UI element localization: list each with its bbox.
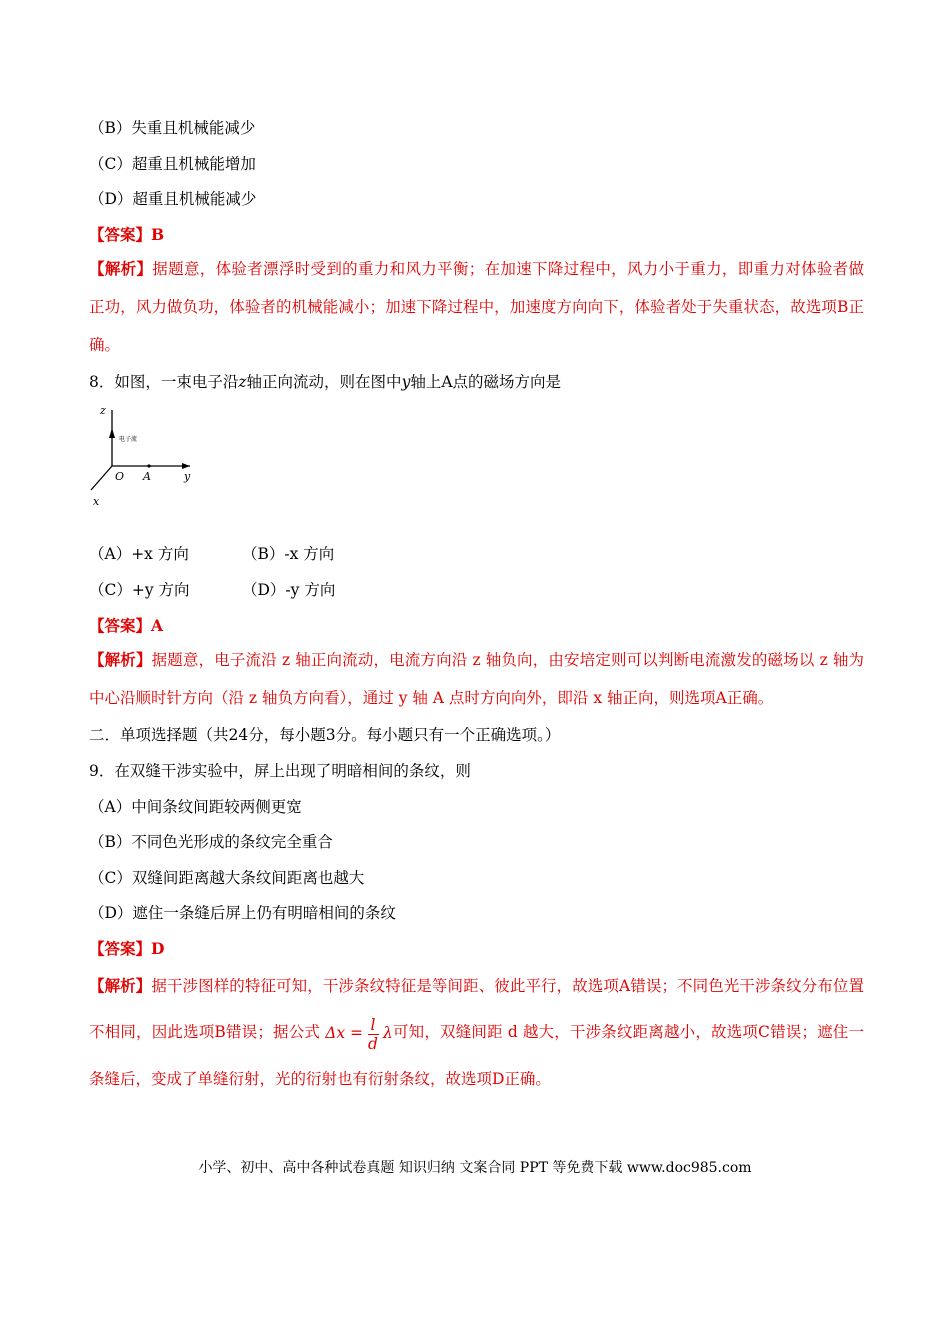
q8-option-b: （B）-x 方向	[242, 545, 335, 563]
q7-analysis-label: 【解析】	[89, 259, 153, 278]
q7-option-c: （C）超重且机械能增加	[89, 155, 256, 173]
q8-option-a: （A）+x 方向	[89, 545, 189, 563]
q9-analysis-text-2: 可知，双缝间距 d 越大，干涉条纹距离越小，故选项C错误；遮住一条缝后，变成了单缝衍射，光的衍射也有衍射条纹，故选项D正确。	[89, 1023, 864, 1088]
q9-answer: 【答案】D	[89, 939, 165, 958]
q9-option-b: （B）不同色光形成的条纹完全重合	[89, 833, 333, 851]
z-label: z	[100, 404, 106, 417]
q8-analysis-text: 据题意，电子流沿 z 轴正向流动，电流方向沿 z 轴负向，由安培定则可以判断电流激发的磁场以 z 轴为中心沿顺时针方向（沿 z 轴负方向看），通过 y 轴 A 点时方向向外，即沿 x 轴正向，则选项A正确。	[89, 651, 864, 707]
q7-option-d: （D）超重且机械能减少	[89, 190, 257, 208]
page-footer: 小学、初中、高中各种试卷真题 知识归纳 文案合同 PPT 等免费下载 www.doc985.com	[198, 1160, 752, 1176]
q8-option-d: （D）-y 方向	[242, 581, 336, 599]
current-arrow	[109, 428, 115, 438]
q9-analysis-label: 【解析】	[89, 976, 152, 995]
y-label: y	[184, 470, 191, 483]
y-axis-arrow	[182, 463, 190, 469]
origin-label: O	[115, 470, 125, 483]
q8-answer: 【答案】A	[89, 616, 164, 635]
q8-option-c: （C）+y 方向	[89, 581, 190, 599]
x-label: x	[93, 495, 100, 508]
q7-analysis-text: 据题意，体验者漂浮时受到的重力和风力平衡；在加速下降过程中，风力小于重力，即重力对体验者做正功，风力做负功，体验者的机械能减小；加速下降过程中，加速度方向向下，体验者处于失重状态，故选项B正确。	[89, 260, 864, 354]
q9-stem: 9．在双缝干涉实验中，屏上出现了明暗相间的条纹，则	[89, 762, 471, 780]
q7-answer: 【答案】B	[89, 225, 165, 244]
q9-option-a: （A）中间条纹间距较两侧更宽	[89, 798, 302, 816]
q7-option-b: （B）失重且机械能减少	[89, 119, 256, 137]
q8-analysis	[89, 641, 864, 717]
interference-formula: Δx = $\frac{l}{d}$ λ	[325, 1015, 393, 1053]
section-heading: 二．单项选择题（共24分，每小题3分。每小题只有一个正确选项。）	[89, 726, 561, 744]
q9-analysis	[89, 963, 864, 1102]
point-a	[147, 464, 150, 467]
q9-analysis-text-1: 据干涉图样的特征可知，干涉条纹特征是等间距、彼此平行，故选项A错误；不同色光干涉条纹分布位置不相同，因此选项B错误；据公式	[89, 977, 864, 1041]
coordinate-figure	[85, 400, 205, 510]
q9-option-d: （D）遮住一条缝后屏上仍有明暗相间的条纹	[89, 904, 396, 922]
q9-option-c: （C）双缝间距离越大条纹间距离也越大	[89, 869, 365, 887]
q8-analysis-label: 【解析】	[89, 650, 152, 669]
q8-stem: 8．如图，一束电子沿z轴正向流动，则在图中y轴上A点的磁场方向是	[89, 373, 562, 391]
x-axis	[91, 466, 112, 490]
a-label: A	[143, 470, 151, 483]
q7-analysis	[89, 250, 864, 364]
current-label: 电子流	[119, 436, 138, 443]
